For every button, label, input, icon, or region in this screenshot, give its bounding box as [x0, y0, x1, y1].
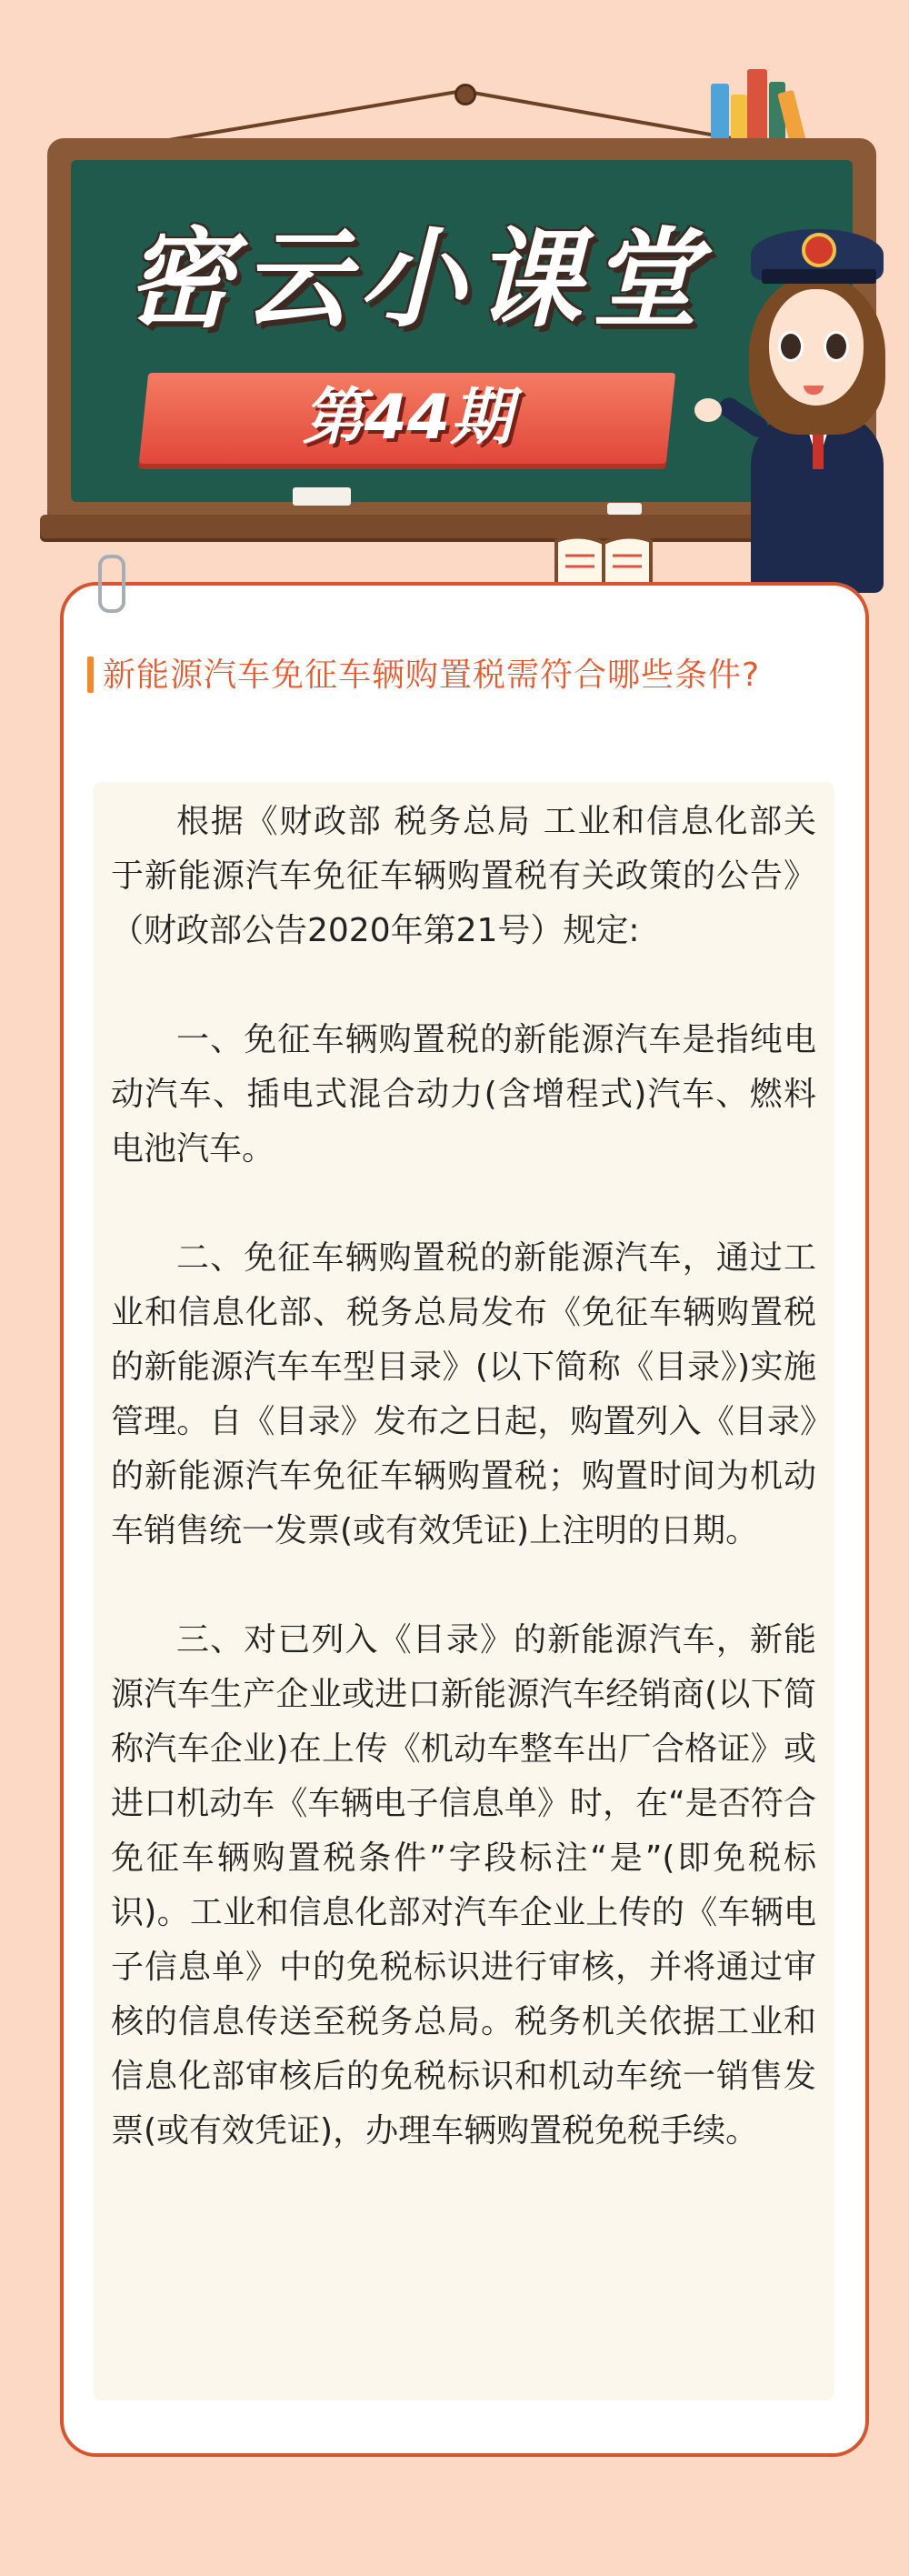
officer-eye: [824, 331, 849, 362]
clause-two-paragraph: 二、免征车辆购置税的新能源汽车，通过工业和信息化部、税务总局发布《免征车辆购置税的新能源汽车车型目录》(以下简称《目录》)实施管理。自《目录》发布之日起，购置列入《目录》的新能源汽车免征车辆购置税；购置时间为机动车销售统一发票(或有效凭证)上注明的日期。: [111, 1239, 816, 1549]
issue-number: 第44期: [302, 382, 513, 454]
books-icon: [711, 84, 729, 144]
officer-cap-band: [762, 269, 876, 284]
clause-three-paragraph: 三、对已列入《目录》的新能源汽车，新能源汽车生产企业或进口新能源汽车经销商(以下简称汽车企业)在上传《机动车整车出厂合格证》或进口机动车《车辆电子信息单》时，在“是否符合免征车辆购置税条件”字段标注“是”(即免税标识)。工业和信息化部对汽车企业上传的《车辆电子信息单》中的免税标识进行审核，并将通过审核的信息传送至税务总局。税务机关依据工业和信息化部审核后的免税标识和机动车统一销售发票(或有效凭证)，办理车辆购置税免税手续。: [111, 1621, 816, 2150]
officer-eye: [778, 331, 804, 362]
cap-badge-icon: [802, 233, 836, 267]
paperclip-icon: [98, 555, 125, 613]
chalk-icon: [607, 503, 642, 515]
page-title: 密云小课堂: [125, 216, 707, 342]
book-spine: [731, 95, 747, 144]
question-heading: 新能源汽车免征车辆购置税需符合哪些条件?: [103, 657, 761, 694]
article-body: [93, 782, 834, 2401]
chalk-icon: [293, 487, 351, 506]
book-spine: [747, 69, 767, 144]
header-illustration: [0, 0, 909, 636]
question-marker: [87, 657, 94, 693]
officer-hand: [694, 398, 722, 422]
clause-one-paragraph: 一、免征车辆购置税的新能源汽车是指纯电动汽车、插电式混合动力(含增程式)汽车、燃料电池汽车。: [111, 1021, 816, 1168]
intro-paragraph: 根据《财政部 税务总局 工业和信息化部关于新能源汽车免征车辆购置税有关政策的公告》（财政部公告2020年第21号）规定:: [111, 803, 816, 949]
nail-icon: [454, 84, 476, 105]
